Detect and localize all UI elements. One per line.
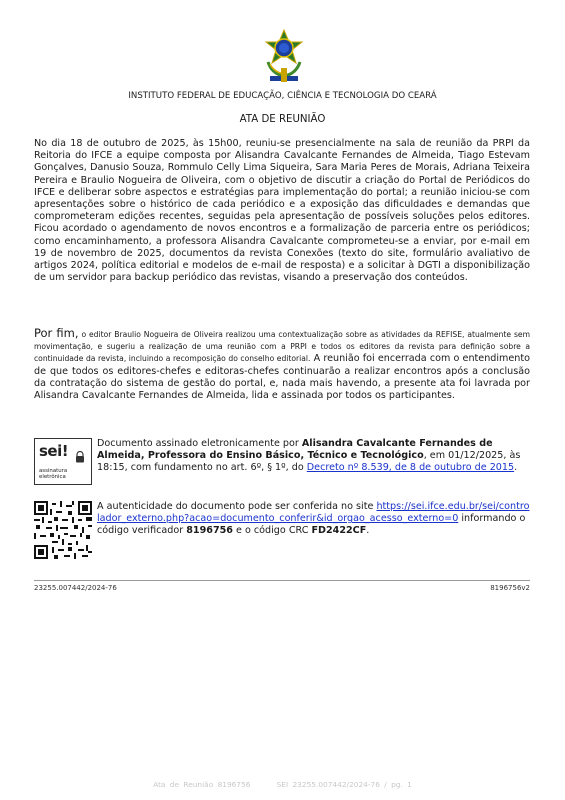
crc-text: e o código CRC	[232, 525, 312, 537]
paragraph-2-small-text: o editor Braulio Nogueira de Oliveira realizou uma contextualização sobre as atividades da REFISE, atualmente sem movimentação, e sugeriu a realização de uma reunião com a PRPI e todos os editores da revista para definição sobre a continuidade da revista, incluindo a recomposição do conselho editorial.	[34, 330, 530, 364]
signature-row	[34, 438, 530, 485]
document-title: ATA DE REUNIÃO	[239, 114, 326, 125]
brazil-coat-of-arms-icon	[262, 28, 306, 88]
paragraph-2	[34, 327, 530, 402]
signature-block	[34, 438, 530, 559]
qr-code-icon	[34, 501, 92, 559]
verifier-code: 8196756	[186, 525, 233, 537]
sei-logo-sub1: assinatura	[39, 468, 68, 474]
signer-name: Alisandra Cavalcante Fernandes de Almeida	[97, 438, 493, 462]
signature-middle: , em 01/12/2025, às 18:15, com fundamento no art. 6º, § 1º, do	[97, 450, 521, 474]
paragraph-2-lead: Por fim,	[34, 326, 79, 340]
signer-separator: ,	[140, 450, 148, 462]
authenticity-end: .	[366, 525, 370, 537]
authenticity-prefix: A autenticidade do documento pode ser conferida no site	[97, 501, 377, 512]
verification-url-link[interactable]: https://sei.ifce.edu.br/sei/controlador_externo.php?acao=documento_conferir&id_orgao_acesso_externo=0	[97, 501, 530, 525]
authenticity-text	[97, 501, 530, 538]
sei-logo-subtitle	[39, 468, 67, 480]
paragraph-1: No dia 18 de outubro de 2025, às 15h00, reuniu-se presencialmente na sala de reunião da PRPI da Reitoria do IFCE a equipe composta por Alisandra Cavalcante Fernandes de Almeida, Tiago Estevam Gonçalves, Danusio Souza, Rommulo Celly Lima Siqueira, Sara Maria Peres de Morais, Adriana Teixeira Pereira e Braulio Nogueira de Oliveira, com o objetivo de discutir a criação do Portal de Periódicos do IFCE e deliberar sobre aspectos e estratégias para implementação do portal; a reunião iniciou-se com apresentações sobre o histórico de cada periódico e a exposição das dificuldades e demandas que comprometeram edições recentes, seguidas pela apresentação de possíveis soluções pelos editores. Ficou acordado o agendamento de novos encontros e a formalização de parceria entre os periódicos; como encaminhamento, a professora Alisandra Cavalcante comprometeu-se a enviar, por e-mail em 19 de novembro de 2025, documentos da revista Conexões (texto do site, formulário avaliativo de artigos 2024, política editorial e modelos de e-mail de resposta) e a solicitar à DGTI a disponibilização de um servidor para backup periódico das revistas, visando a preservação dos conteúdos.	[34, 138, 530, 284]
crc-code: FD2422CF	[311, 525, 367, 537]
authenticity-row	[34, 501, 530, 559]
paragraph-2-rest: A reunião foi encerrada com o entendimento de que todos os editores-chefes e editoras-chefes continuarão a realizar encontros após a conclusão da contratação do sistema de gestão do portal, e, nada mais havendo, a presente ata foi lavrada por Alisandra Cavalcante Fernandes de Almeida, lida e assinada por todos os participantes.	[34, 353, 530, 402]
page-footer-note: Ata de Reunião 8196756 SEI 23255.007442/2024-76 / pg. 1	[153, 780, 412, 789]
footer-divider	[34, 580, 530, 581]
sei-signature-logo	[34, 438, 92, 485]
signature-prefix: Documento assinado eletronicamente por	[97, 438, 302, 449]
sei-logo-word: sei!	[39, 442, 69, 460]
institution-name: INSTITUTO FEDERAL DE EDUCAÇÃO, CIÊNCIA E TECNOLOGIA DO CEARÁ	[128, 91, 437, 101]
signature-text	[97, 438, 530, 475]
signature-end: .	[514, 462, 518, 474]
document-version: 8196756v2	[490, 584, 530, 592]
sei-logo-sub2: eletrônica	[39, 474, 66, 480]
decree-link[interactable]: Decreto nº 8.539, de 8 de outubro de 2015	[306, 462, 515, 474]
process-number: 23255.007442/2024-76	[34, 584, 117, 592]
signer-role: Professora do Ensino Básico, Técnico e Tecnológico	[147, 450, 424, 462]
authenticity-middle: informando o código verificador	[97, 513, 526, 537]
lock-icon	[74, 451, 86, 463]
